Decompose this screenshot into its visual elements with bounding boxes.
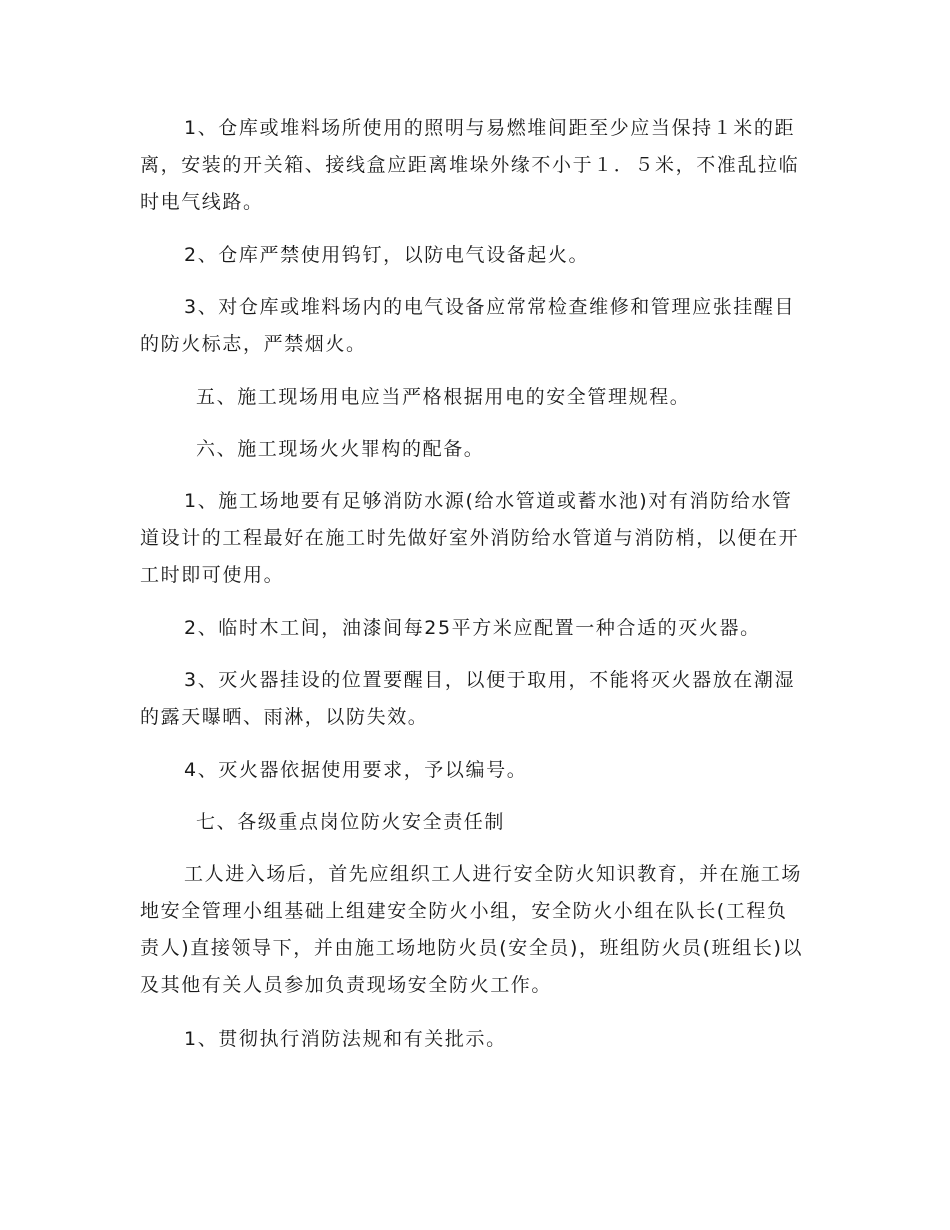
paragraph-warehouse-lighting: 1、仓库或堆料场所使用的照明与易燃堆间距至少应当保持１米的距离，安装的开关箱、接线盒应距离堆垛外缘不小于１．５米，不准乱拉临时电气线路。 xyxy=(140,117,800,213)
paragraph-extinguisher-placement: 3、灭火器挂设的位置要醒目，以便于取用，不能将灭火器放在潮湿的露天曝晒、雨淋，以防失效。 xyxy=(140,669,796,728)
section-heading-6: 六、施工现场火火罪构的配备。 xyxy=(196,438,485,460)
paragraph-extinguisher-per-area: 2、临时木工间，油漆间每25平方米应配置一种合适的灭火器。 xyxy=(184,617,761,639)
paragraph-electrical-inspection: 3、对仓库或堆料场内的电气设备应常常检查维修和管理应张挂醒目的防火标志，严禁烟火。 xyxy=(140,296,796,355)
section-heading-5: 五、施工现场用电应当严格根据用电的安全管理规程。 xyxy=(196,386,691,408)
paragraph-fire-water-source: 1、施工场地要有足够消防水源(给水管道或蓄水池)对有消防给水管道设计的工程最好在施工时先做好室外消防给水管道与消防梢，以便在开工时即可使用。 xyxy=(140,490,800,586)
paragraph-worker-education: 工人进入场后，首先应组织工人进行安全防火知识教育，并在施工场地安全管理小组基础上组建安全防火小组，安全防火小组在队长(工程负责人)直接领导下，并由施工场地防火员(安全员)，班组防火员(班组长)以及其他有关人员参加负责现场安全防火工作。 xyxy=(140,863,804,996)
paragraph-implement-regulations: 1、贯彻执行消防法规和有关批示。 xyxy=(184,1028,507,1050)
paragraph-extinguisher-numbering: 4、灭火器依据使用要求，予以编号。 xyxy=(184,759,528,781)
paragraph-no-tungsten-nails: 2、仓库严禁使用钨钉，以防电气设备起火。 xyxy=(184,244,590,266)
section-heading-7: 七、各级重点岗位防火安全责任制 xyxy=(196,811,506,833)
